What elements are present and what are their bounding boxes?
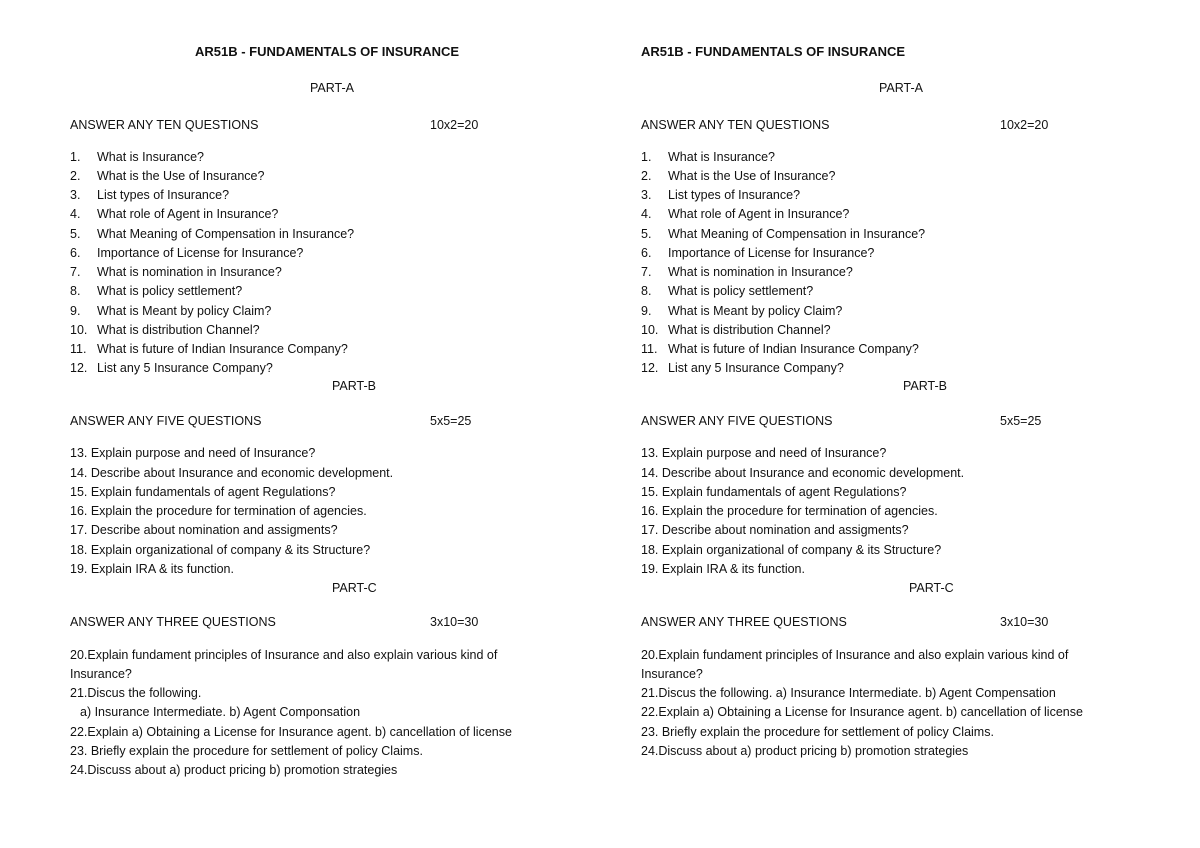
part-c-marks: 3x10=30 [430,615,479,629]
question-line: 24.Discuss about a) product pricing b) promotion strategies [641,744,969,758]
question-item: 3. List types of Insurance? [641,188,801,202]
paper-title: AR51B - FUNDAMENTALS OF INSURANCE [641,44,906,59]
question-item: 2. What is the Use of Insurance? [641,169,836,183]
question-item: 6. Importance of License for Insurance? [641,246,875,260]
question-item: 10. What is distribution Channel? [70,323,260,337]
question-line: 22.Explain a) Obtaining a License for Insurance agent. b) cancellation of license [641,705,1083,719]
question-item: 8. What is policy settlement? [70,284,243,298]
question-item: 13. Explain purpose and need of Insurance? [70,446,316,460]
part-b-marks: 5x5=25 [430,414,472,428]
question-item: 11. What is future of Indian Insurance Company? [70,342,348,356]
question-item: 1. What is Insurance? [70,150,204,164]
question-item: 18. Explain organizational of company & its Structure? [70,543,371,557]
part-a-instruction: ANSWER ANY TEN QUESTIONS [70,118,259,132]
question-line: 20.Explain fundament principles of Insurance and also explain various kind of [70,648,498,662]
question-paper-left [70,0,630,848]
question-item: 9. What is Meant by policy Claim? [641,304,843,318]
question-line: 23. Briefly explain the procedure for settlement of policy Claims. [641,725,994,739]
question-line: 21.Discus the following. a) Insurance Intermediate. b) Agent Compensation [641,686,1056,700]
question-item: 18. Explain organizational of company & its Structure? [641,543,942,557]
part-b-instruction: ANSWER ANY FIVE QUESTIONS [641,414,833,428]
question-line: Insurance? [641,667,703,681]
part-b-marks: 5x5=25 [1000,414,1042,428]
part-a-marks: 10x2=20 [1000,118,1049,132]
part-a-heading: PART-A [310,81,354,95]
part-b-heading: PART-B [903,379,947,393]
question-item: 9. What is Meant by policy Claim? [70,304,272,318]
question-item: 12. List any 5 Insurance Company? [70,361,273,375]
part-a-heading: PART-A [879,81,923,95]
part-b-instruction: ANSWER ANY FIVE QUESTIONS [70,414,262,428]
question-item: 7. What is nomination in Insurance? [641,265,853,279]
question-item: 17. Describe about nomination and assigments? [641,523,909,537]
question-item: 13. Explain purpose and need of Insurance? [641,446,887,460]
question-item: 1. What is Insurance? [641,150,775,164]
question-item: 5. What Meaning of Compensation in Insurance? [641,227,926,241]
question-item: 7. What is nomination in Insurance? [70,265,282,279]
question-item: 8. What is policy settlement? [641,284,814,298]
question-line: 21.Discus the following. [70,686,202,700]
question-line: a) Insurance Intermediate. b) Agent Componsation [80,705,361,719]
question-item: 19. Explain IRA & its function. [70,562,234,576]
question-item: 4. What role of Agent in Insurance? [641,207,850,221]
question-item: 11. What is future of Indian Insurance Company? [641,342,919,356]
part-a-instruction: ANSWER ANY TEN QUESTIONS [641,118,830,132]
part-a-marks: 10x2=20 [430,118,479,132]
paper-title: AR51B - FUNDAMENTALS OF INSURANCE [195,44,460,59]
part-b-heading: PART-B [332,379,376,393]
question-item: 2. What is the Use of Insurance? [70,169,265,183]
question-item: 17. Describe about nomination and assigments? [70,523,338,537]
question-item: 14. Describe about Insurance and economic development. [641,466,965,480]
question-item: 19. Explain IRA & its function. [641,562,805,576]
part-c-instruction: ANSWER ANY THREE QUESTIONS [70,615,276,629]
part-c-heading: PART-C [909,581,954,595]
question-item: 15. Explain fundamentals of agent Regulations? [641,485,907,499]
part-c-heading: PART-C [332,581,377,595]
question-line: 24.Discuss about a) product pricing b) promotion strategies [70,763,398,777]
question-item: 5. What Meaning of Compensation in Insurance? [70,227,355,241]
question-item: 3. List types of Insurance? [70,188,230,202]
part-c-marks: 3x10=30 [1000,615,1049,629]
question-item: 4. What role of Agent in Insurance? [70,207,279,221]
question-item: 10. What is distribution Channel? [641,323,831,337]
question-line: Insurance? [70,667,132,681]
question-item: 12. List any 5 Insurance Company? [641,361,844,375]
question-item: 16. Explain the procedure for termination of agencies. [641,504,938,518]
question-line: 23. Briefly explain the procedure for settlement of policy Claims. [70,744,423,758]
question-paper-right [641,0,1200,848]
question-item: 14. Describe about Insurance and economic development. [70,466,394,480]
question-item: 15. Explain fundamentals of agent Regulations? [70,485,336,499]
question-line: 20.Explain fundament principles of Insurance and also explain various kind of [641,648,1069,662]
part-c-instruction: ANSWER ANY THREE QUESTIONS [641,615,847,629]
question-item: 16. Explain the procedure for termination of agencies. [70,504,367,518]
question-line: 22.Explain a) Obtaining a License for Insurance agent. b) cancellation of license [70,725,512,739]
question-item: 6. Importance of License for Insurance? [70,246,304,260]
